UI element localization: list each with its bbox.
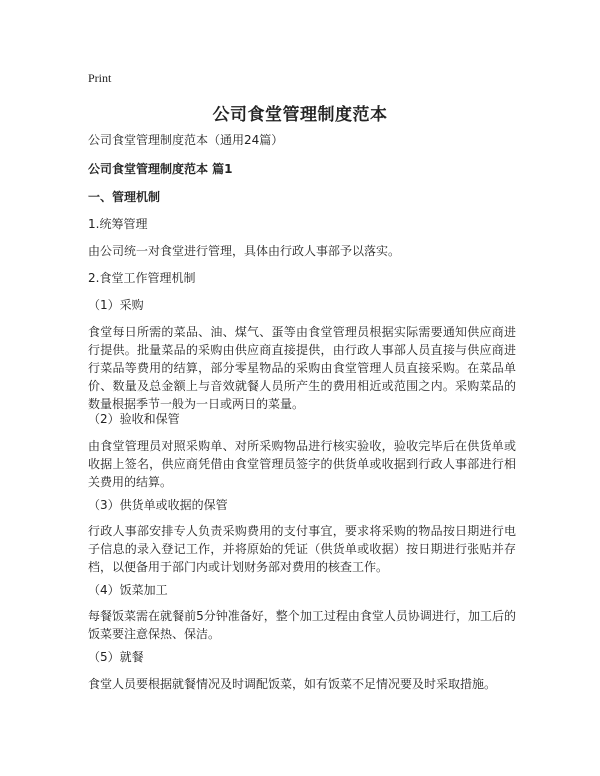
sub-heading-purchase: （1）采购 <box>88 298 144 312</box>
paragraph-processing: 每餐饭菜需在就餐前5分钟准备好，整个加工过程由食堂人员协调进行，加工后的饭菜要注意保热、保洁。 <box>88 609 516 641</box>
sub-heading-processing: （4）饭菜加工 <box>88 583 168 597</box>
item-text-1: 由公司统一对食堂进行管理，具体由行政人事部予以落实。 <box>88 244 401 258</box>
sub-heading-dining: （5）就餐 <box>88 650 144 664</box>
paragraph-dining: 食堂人员要根据就餐情况及时调配饭菜，如有饭菜不足情况要及时采取措施。 <box>88 677 497 691</box>
paragraph-receipts: 行政人事部安排专人负责采购费用的支付事宜，要求将采购的物品按日期进行电子信息的录入登记工作，并将原始的凭证（供货单或收据）按日期进行张贴并存档，以便备用于部门内或计划财务部对费用的核查工作。 <box>88 524 516 574</box>
paragraph-purchase: 食堂每日所需的菜品、油、煤气、蛋等由食堂管理员根据实际需要通知供应商进行提供。批量菜品的采购由供应商直接提供，由行政人事部人员直接与供应商进行菜品等费用的结算，部分零星物品的采购由食堂管理人员直接采购。在菜品单价、数量及总金额上与音效就餐人员所产生的费用相近或范围之内。采购菜品的数量根据季节一般为一日或两日的菜量。 <box>88 325 516 411</box>
item-heading-2: 2.食堂工作管理机制 <box>88 271 196 285</box>
section-heading: 一、管理机制 <box>88 190 161 204</box>
paragraph-inspection: 由食堂管理员对照采购单、对所采购物品进行核实验收，验收完毕后在供货单或收据上签名，供应商凭借由食堂管理员签字的供货单或收据到行政人事部进行相关费用的结算。 <box>88 439 516 489</box>
print-link[interactable]: Print <box>88 71 112 85</box>
item-heading-1: 1.统筹管理 <box>88 217 148 231</box>
document-subtitle: 公司食堂管理制度范本（通用24篇） <box>88 133 284 147</box>
sub-heading-inspection: （2）验收和保管 <box>88 412 180 426</box>
sub-heading-receipts: （3）供货单或收据的保管 <box>88 498 228 512</box>
document-title: 公司食堂管理制度范本 <box>212 105 388 125</box>
article-heading: 公司食堂管理制度范本 篇1 <box>88 162 233 176</box>
